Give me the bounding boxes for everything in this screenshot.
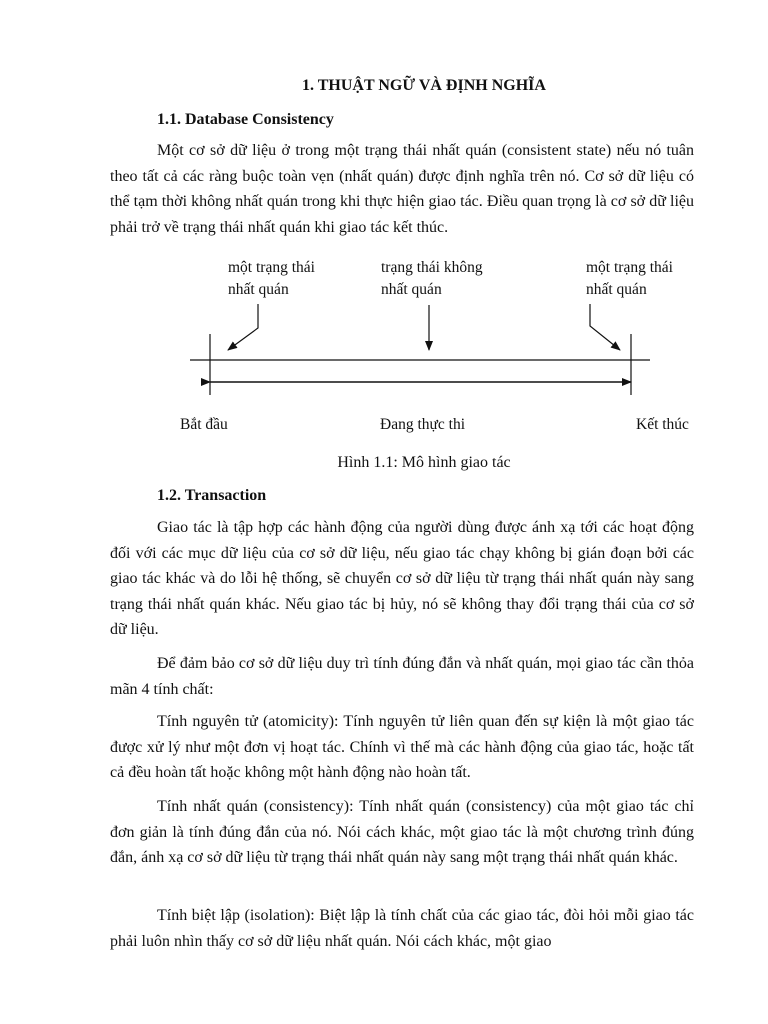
section-1-2-title: 1.2. Transaction: [157, 487, 267, 504]
right-state-pointer: [590, 304, 620, 350]
transaction-model-figure: [170, 250, 710, 450]
label-start: Bắt đầu: [180, 416, 228, 433]
transaction-paragraph-2: Để đảm bảo cơ sở dữ liệu duy trì tính đúng đắn và nhất quán, mọi giao tác cần thỏa mãn 4 tính chất:: [110, 655, 694, 698]
label-consistent-state-right-text: một trạng thái nhất quán: [586, 259, 673, 298]
label-consistent-state-left: một trạng thái nhất quán: [228, 259, 315, 298]
left-state-pointer: [228, 304, 258, 350]
main-heading: 1. THUẬT NGỮ VÀ ĐỊNH NGHĨA: [302, 77, 546, 94]
label-consistent-state-right: [534, 257, 704, 301]
isolation-paragraph: Tính biệt lập (isolation): Biệt lập là tính chất của các giao tác, đòi hỏi mỗi giao tác phải luôn nhìn thấy cơ sở dữ liệu nhất quán. Nói cách khác, một giao: [110, 907, 694, 950]
atomicity-paragraph: Tính nguyên tử (atomicity): Tính nguyên tử liên quan đến sự kiện là một giao tác được xử lý như một đơn vị hoạt tác. Chính vì thế mà các hành động của giao tác, hoặc tất cả đều hoàn tất hoặc không một hành động nào hoàn tất.: [110, 713, 694, 781]
label-inconsistent-state: trạng thái không nhất quán: [381, 259, 483, 298]
figure-caption: Hình 1.1: Mô hình giao tác: [337, 454, 511, 471]
consistency-paragraph: Tính nhất quán (consistency): Tính nhất quán (consistency) của một giao tác chỉ đơn giản là tính đúng đắn của nó. Nói cách khác, một giao tác là một chương trình đúng đắn, ánh xạ cơ sở dữ liệu từ trạng thái nhất quán này sang một trạng thái nhất quán khác.: [110, 798, 694, 866]
section-1-1-title: 1.1. Database Consistency: [157, 111, 334, 128]
transaction-paragraph-1: Giao tác là tập hợp các hành động của người dùng được ánh xạ tới các hoạt động đối với các mục dữ liệu của cơ sở dữ liệu, nếu giao tác chạy không bị gián đoạn bởi các giao tác khác và do lỗi hệ thống, sẽ chuyển cơ sở dữ liệu từ trạng thái nhất quán này sang trạng thái nhất quán khác. Nếu giao tác bị hủy, nó sẽ không thay đổi trạng thái của cơ sở dữ liệu.: [110, 519, 694, 638]
section-1-1-paragraph: Một cơ sở dữ liệu ở trong một trạng thái nhất quán (consistent state) nếu nó tuân theo tất cả các ràng buộc toàn vẹn (nhất quán) được định nghĩa trên nó. Cơ sở dữ liệu có thể tạm thời không nhất quán trong khi thực hiện giao tác. Điều quan trọng là cơ sở dữ liệu phải trở về trạng thái nhất quán khi giao tác kết thúc.: [110, 142, 694, 236]
label-running: Đang thực thi: [380, 416, 466, 433]
label-end: Kết thúc: [636, 416, 689, 433]
